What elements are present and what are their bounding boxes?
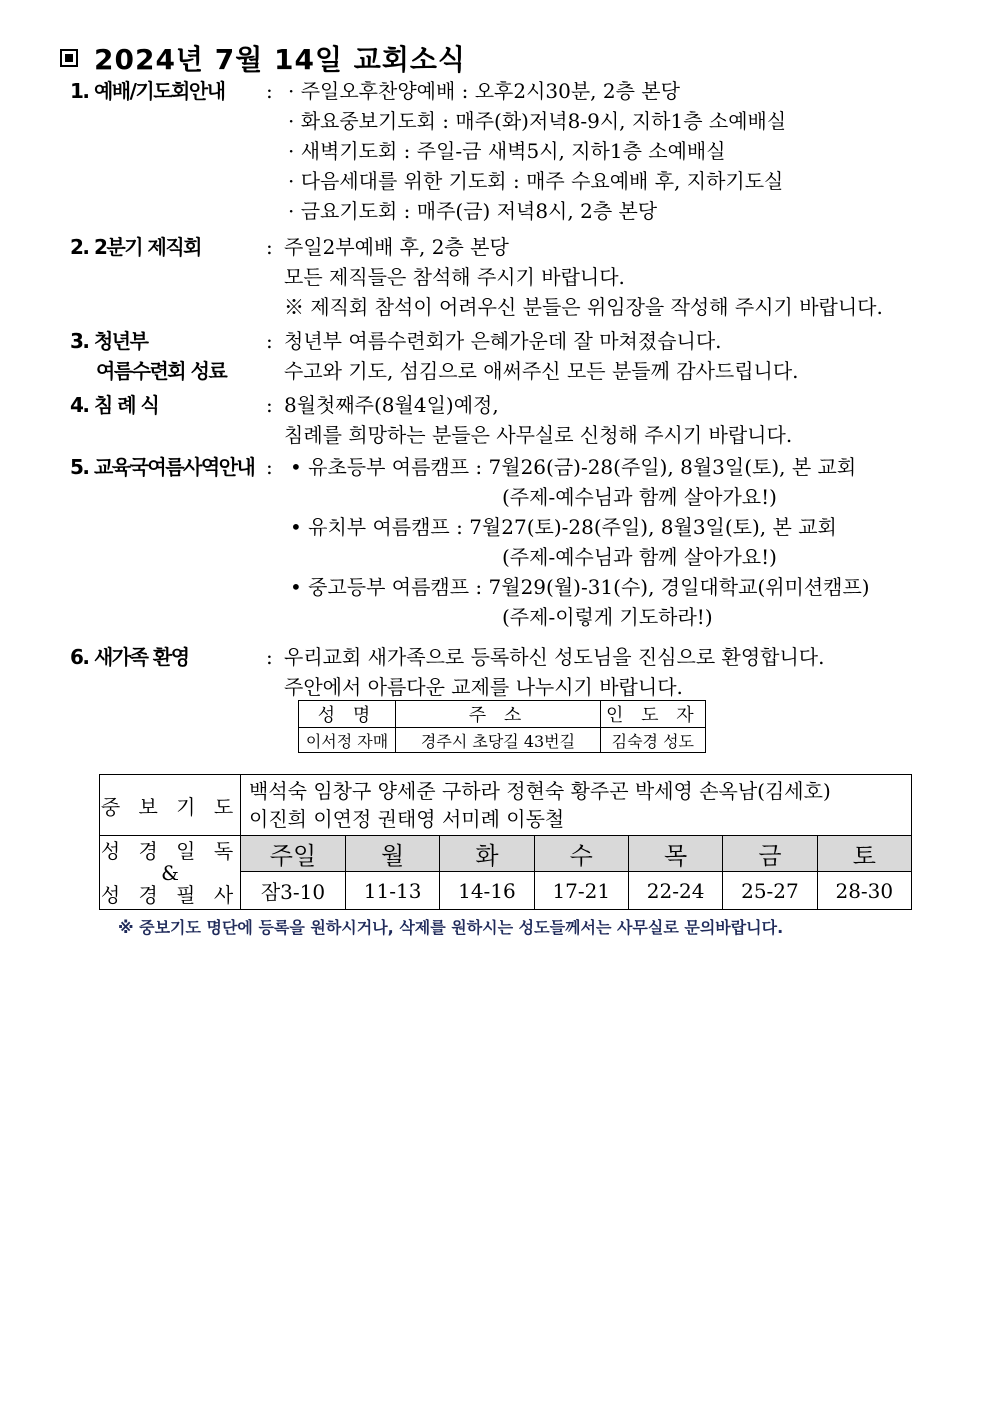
reading-label-line: 성 경 필 사 — [100, 882, 240, 907]
section-body — [284, 390, 792, 450]
section-line: ※ 제직회 참석이 어려우신 분들은 위임장을 작성해 주시기 바랍니다. — [284, 295, 883, 319]
day-cell: 토 — [817, 836, 911, 872]
reading-label-line: 성 경 일 독 — [100, 838, 240, 863]
section-line: (주제-예수님과 함께 살아가요!) — [502, 545, 777, 569]
section-colon: : — [266, 455, 273, 479]
page-header — [60, 38, 466, 78]
day-header-row — [100, 836, 912, 872]
range-cell: 11-13 — [345, 872, 439, 910]
section-line: 우리교회 새가족으로 등록하신 성도님을 진심으로 환영합니다. — [284, 645, 825, 669]
day-cell: 주일 — [241, 836, 346, 872]
range-cell: 25-27 — [723, 872, 817, 910]
prayer-names-line: 이진희 이연정 권태영 서미례 이동철 — [249, 807, 565, 831]
table-header-cell: 주 소 — [396, 701, 601, 728]
section-body — [284, 642, 824, 702]
section-line: • 중고등부 여름캠프 : 7월29(월)-31(수), 경일대학교(위미션캠프) — [290, 575, 870, 599]
section-line: · 화요중보기도회 : 매주(화)저녁8-9시, 지하1층 소예배실 — [288, 109, 787, 133]
section-line: 주안에서 아름다운 교제를 나누시기 바랍니다. — [284, 675, 683, 699]
section-colon: : — [266, 329, 273, 353]
range-cell: 28-30 — [817, 872, 911, 910]
section-line: 청년부 여름수련회가 은혜가운데 잘 마쳐졌습니다. — [284, 329, 722, 353]
range-cell: 잠3-10 — [241, 872, 346, 910]
section-line: 8월첫째주(8월4일)예정, — [284, 393, 499, 417]
table-header-row — [299, 701, 706, 728]
section-body — [288, 76, 786, 226]
section-label: 5. 교육국여름사역안내 — [70, 455, 255, 479]
day-cell: 목 — [628, 836, 722, 872]
section-body — [284, 326, 799, 386]
table-cell: 이서정 자매 — [299, 728, 396, 753]
table-cell: 경주시 초당길 43번길 — [396, 728, 601, 753]
section-label: 4. 침 례 식 — [70, 393, 159, 417]
section-colon: : — [266, 235, 273, 259]
day-cell: 금 — [723, 836, 817, 872]
section-line: • 유치부 여름캠프 : 7월27(토)-28(주일), 8월3일(토), 본 교회 — [290, 515, 837, 539]
section-line: 주일2부예배 후, 2층 본당 — [284, 235, 509, 259]
prayer-reading-table — [99, 774, 912, 910]
section-line: 수고와 기도, 섬김으로 애써주신 모든 분들께 감사드립니다. — [284, 359, 799, 383]
table-header-cell: 인 도 자 — [601, 701, 706, 728]
day-cell: 수 — [534, 836, 628, 872]
section-body — [290, 452, 870, 632]
table-cell: 김숙경 성도 — [601, 728, 706, 753]
reading-label — [100, 836, 241, 910]
table-row — [299, 728, 706, 753]
section-line: (주제-예수님과 함께 살아가요!) — [502, 485, 777, 509]
section-label — [70, 326, 270, 386]
table-header-cell: 성 명 — [299, 701, 396, 728]
section-colon: : — [266, 645, 273, 669]
footer-note: ※ 중보기도 명단에 등록을 원하시거나, 삭제를 원하시는 성도들께서는 사무실로 문의바랍니다. — [118, 918, 784, 937]
section-label-line: 여름수련회 성료 — [96, 359, 227, 383]
section-line: · 새벽기도회 : 주일-금 새벽5시, 지하1층 소예배실 — [288, 139, 726, 163]
section-label: 2. 2분기 제직회 — [70, 235, 201, 259]
prayer-names-line: 백석숙 임창구 양세준 구하라 정현숙 황주곤 박세영 손옥남(김세호) — [249, 779, 831, 803]
section-body — [284, 232, 883, 322]
section-label: 6. 새가족 환영 — [70, 645, 189, 669]
section-line: • 유초등부 여름캠프 : 7월26(금)-28(주일), 8월3일(토), 본 교회 — [290, 455, 857, 479]
square-bullet-icon — [60, 49, 78, 67]
range-cell: 17-21 — [534, 872, 628, 910]
prayer-row — [100, 775, 912, 836]
section-colon: : — [266, 393, 273, 417]
reading-label-amp: & — [161, 860, 179, 885]
section-line: · 금요기도회 : 매주(금) 저녁8시, 2층 본당 — [288, 199, 658, 223]
section-line: (주제-이렇게 기도하라!) — [502, 605, 713, 629]
section-line: 모든 제직들은 참석해 주시기 바랍니다. — [284, 265, 625, 289]
section-line: 침례를 희망하는 분들은 사무실로 신청해 주시기 바랍니다. — [284, 423, 793, 447]
section-label: 1. 예배/기도회안내 — [70, 79, 225, 103]
day-cell: 월 — [345, 836, 439, 872]
section-line: · 다음세대를 위한 기도회 : 매주 수요예배 후, 지하기도실 — [288, 169, 784, 193]
section-colon: : — [266, 79, 273, 103]
new-family-table — [298, 700, 706, 753]
prayer-names — [241, 775, 912, 836]
page-title: 2024년 7월 14일 교회소식 — [94, 43, 466, 76]
section-label-line: 3. 청년부 — [70, 329, 148, 353]
prayer-label: 중 보 기 도 — [100, 775, 241, 836]
section-line: · 주일오후찬양예배 : 오후2시30분, 2층 본당 — [288, 79, 680, 103]
range-cell: 22-24 — [628, 872, 722, 910]
day-cell: 화 — [440, 836, 534, 872]
range-cell: 14-16 — [440, 872, 534, 910]
